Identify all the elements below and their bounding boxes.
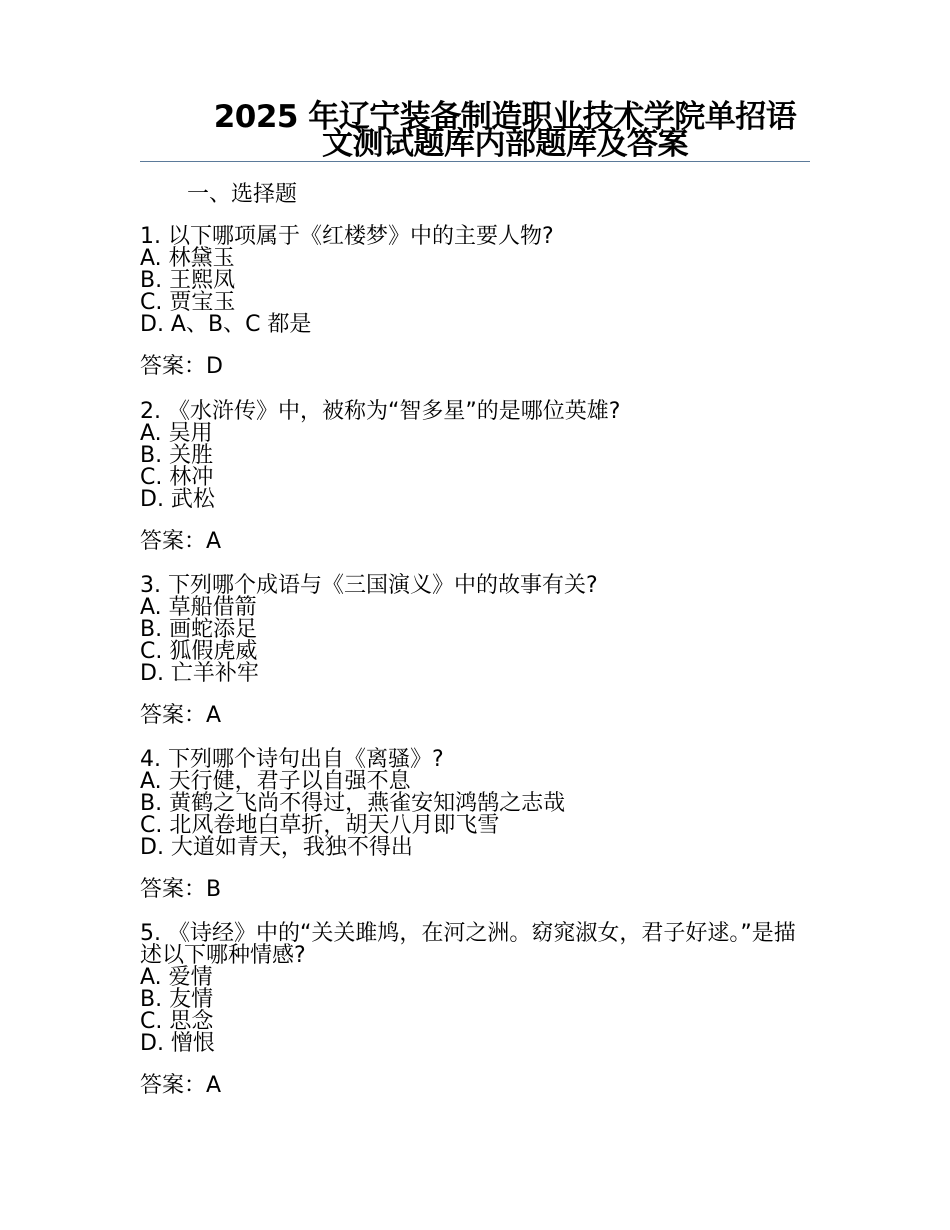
title-underline bbox=[140, 161, 810, 162]
option-a: A. 草船借箭 bbox=[140, 595, 257, 620]
option-a: A. 林黛玉 bbox=[140, 246, 235, 271]
option-c: C. 狐假虎威 bbox=[140, 639, 258, 664]
option-a: A. 天行健，君子以自强不息 bbox=[140, 769, 411, 794]
question-text: 4. 下列哪个诗句出自《离骚》? bbox=[140, 747, 444, 772]
option-a: A. 爱情 bbox=[140, 965, 213, 990]
answer: 答案：D bbox=[140, 354, 223, 379]
answer: 答案：A bbox=[140, 703, 222, 728]
option-b: B. 关胜 bbox=[140, 443, 214, 468]
option-d: D. 武松 bbox=[140, 487, 215, 512]
document-title: 2025 年辽宁装备制造职业技术学院单招语文测试题库内部题库及答案 bbox=[213, 99, 797, 162]
option-d: D. 大道如青天，我独不得出 bbox=[140, 835, 413, 860]
option-d: D. 亡羊补牢 bbox=[140, 661, 259, 686]
option-d: D. A、B、C 都是 bbox=[140, 312, 312, 337]
question-5 bbox=[140, 923, 800, 1101]
answer: 答案：A bbox=[140, 1073, 222, 1098]
option-c: C. 贾宝玉 bbox=[140, 290, 236, 315]
option-c: C. 北风卷地白草折，胡天八月即飞雪 bbox=[140, 813, 500, 838]
question-1 bbox=[140, 226, 810, 382]
option-b: B. 王熙凤 bbox=[140, 268, 236, 293]
question-2 bbox=[140, 401, 810, 557]
option-a: A. 吴用 bbox=[140, 421, 213, 446]
answer: 答案：A bbox=[140, 529, 222, 554]
question-4 bbox=[140, 749, 810, 905]
option-b: B. 画蛇添足 bbox=[140, 617, 258, 642]
question-text: 2. 《水浒传》中，被称为“智多星”的是哪位英雄? bbox=[140, 399, 621, 424]
option-c: C. 思念 bbox=[140, 1009, 214, 1034]
question-text: 1. 以下哪项属于《红楼梦》中的主要人物? bbox=[140, 224, 554, 249]
answer: 答案：B bbox=[140, 877, 222, 902]
question-text: 3. 下列哪个成语与《三国演义》中的故事有关? bbox=[140, 573, 598, 598]
question-text: 5. 《诗经》中的“关关雎鸠，在河之洲。窈窕淑女，君子好逑。”是描述以下哪种情感? bbox=[140, 921, 796, 968]
option-b: B. 友情 bbox=[140, 987, 214, 1012]
section-heading: 一、选择题 bbox=[187, 182, 298, 207]
option-d: D. 憎恨 bbox=[140, 1031, 215, 1056]
option-b: B. 黄鹤之飞尚不得过，燕雀安知鸿鹄之志哉 bbox=[140, 791, 566, 816]
option-c: C. 林冲 bbox=[140, 465, 214, 490]
question-3 bbox=[140, 575, 810, 731]
